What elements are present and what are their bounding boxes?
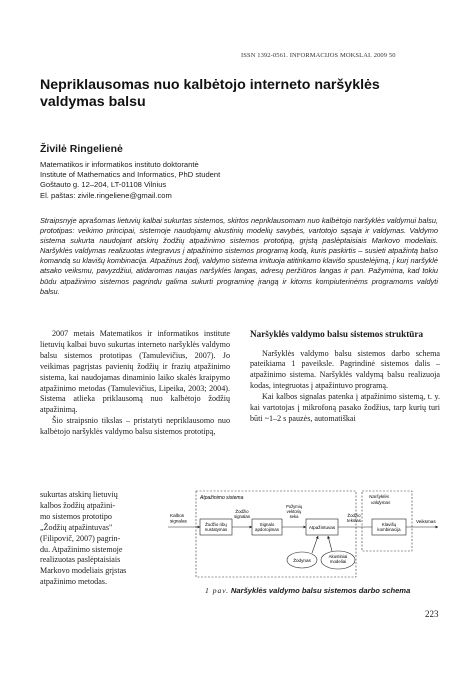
speech-signal-label: Kalbos signalas <box>170 513 187 524</box>
wrap-line: mo sistemos prototipo <box>40 511 112 521</box>
journal-header: ISSN 1392-0561. INFORMACIJOS MOKSLAI. 2009 50 <box>241 52 396 59</box>
wrap-line: „Žodžių atpažintuvas" <box>40 522 113 532</box>
section-heading: Naršyklės valdymo balsu sistemos struktūra <box>250 329 424 339</box>
wrap-line: du. Atpažinimo sistemoje <box>40 544 123 554</box>
page-number: 223 <box>425 609 439 619</box>
recognizer-text: Atpažintuvas <box>308 525 336 530</box>
figure-caption-text: Naršyklės valdymo balsu sistemos darbo schema <box>230 586 411 595</box>
wrap-line: (Filipovič, 2007) pagrin- <box>40 533 121 543</box>
browser-control-label-line: Naršyklės <box>369 494 390 499</box>
aim-paragraph: Šio straipsnio tikslas – pristatyti nepriklausomo nuo kalbėtojo naršyklės valdymo balsu sistemos prototipą, <box>40 416 230 437</box>
author-affiliation <box>40 160 220 201</box>
key-combination-text: Klavišų kombinacija <box>377 522 401 532</box>
signal-processing-text: Signalo apdorojimas <box>255 522 279 532</box>
process-paragraph: Kai kalbos signalas patenka į atpažinimo sistemą, t. y. kai vartotojas į mikrofoną pasako žodžius, tarp kurių turi būti ~1–2 s pauzės, automatiškai <box>250 392 440 423</box>
left-column <box>40 329 230 438</box>
affiliation-line: Institute of Mathematics and Informatics, PhD student <box>40 170 221 180</box>
wrap-line: sukurtas atskirų lietuvių <box>40 490 118 499</box>
author-name: Živilė Ringelienė <box>40 143 123 155</box>
word-signal-label: Žodžio signalas <box>233 509 251 519</box>
action-label: Veiksmas <box>416 519 436 524</box>
arrow-dictionary <box>312 536 318 553</box>
system-diagram <box>166 487 442 587</box>
wrap-line: atpažinimo metodas. <box>40 577 107 587</box>
left-column-wrap <box>40 490 160 588</box>
dictionary-text: Žodynas <box>293 558 311 563</box>
figure-number: 1 pav. <box>205 586 229 595</box>
wrap-line: Markovo modeliais grįstas <box>40 566 127 576</box>
word-bounds-text: Žodžio ribų nustatymas <box>204 522 228 532</box>
author-email: El. paštas: zivile.ringeliene@gmail.com <box>40 190 172 200</box>
intro-paragraph: 2007 metais Matematikos ir informatikos institute lietuvių kalbai buvo sukurtas interneto naršyklės valdymo balsu sistemos prototipas (Tamulevičius, 2007). Jo veikimas pagrįstas pavienių žodžių ir frazių atpažinimo sistema, kai naudojamas dinaminio laiko skalės kraipymo atpažinimo metodas (Tamulevičius, Lipeika, 2003; 2004). Sistema atlieka priklausomą nuo kalbėtojo žodžių atpažinimą. <box>40 329 230 415</box>
abstract: Straipsnyje aprašomas lietuvių kalbai sukurtas sistemos, skirtos nepriklausomam nuo kalbėtojo naršyklės valdymui balsu, prototipas: veikimo principai, sistemoje naudojamų akustinių modelių savybės, vartotojo sąsaja ir valdymas. Valdymo sistema sukurta naudojant atskirų žodžių atpažinimo sistemos prototipą, grįstą paslėptaisiais Markovo modeliais. Naršyklės valdymas realizuotas integravus į atpažinimo sistemos programą kodą, kuris paskirtis – susieti atpažintą balso komandą su klavišų kombinacija. Atpažinus žodį, valdymo sistema imituoja atitinkamo klavišo spustelėjimą, į kurį naršyklė atsako veiksmu, pavyzdžiui, atidaromas naujas naršyklės langas, adresų peržiūros langas ir pan. Pažymima, kad tokiu būdu atpažinimo sistemos pagrindu galima sukurti programinę įrangą ir kitoms kompiuterinėms programoms valdyti balsu. <box>40 216 438 296</box>
affiliation-line: Goštauto g. 12–204, LT-01108 Vilnius <box>40 180 167 190</box>
figure-caption <box>205 586 410 595</box>
arrow-acoustic <box>328 536 332 551</box>
acoustic-models-text: Akustiniai modeliai <box>328 554 348 564</box>
wrap-line: realizuotas paslėptaisiais <box>40 555 121 565</box>
recognition-system-label: Atpažinimo sistema <box>200 495 244 501</box>
browser-control-label: Naršyklės valdymas <box>369 494 391 505</box>
affiliation-line: Matematikos ir informatikos instituto doktorantė <box>40 160 199 169</box>
article-title: Nepriklausomas nuo kalbėtojo interneto naršyklės valdymas balsu <box>40 77 380 110</box>
structure-paragraph: Naršyklės valdymo balsu sistemos darbo schema pateikiama 1 paveiksle. Pagrindinė sistemos dalis – atpažinimo sistema. Naršyklės valdymą balsu realizuoja kodas, integruotas į atpažintuvo programą. <box>250 348 440 391</box>
feature-vectors-label: Požymių vektorių seka <box>285 504 303 519</box>
word-text-label: Žodžio tekstas <box>347 513 361 523</box>
wrap-line: kalbos žodžių atpažini- <box>40 500 116 510</box>
right-column <box>250 329 440 425</box>
